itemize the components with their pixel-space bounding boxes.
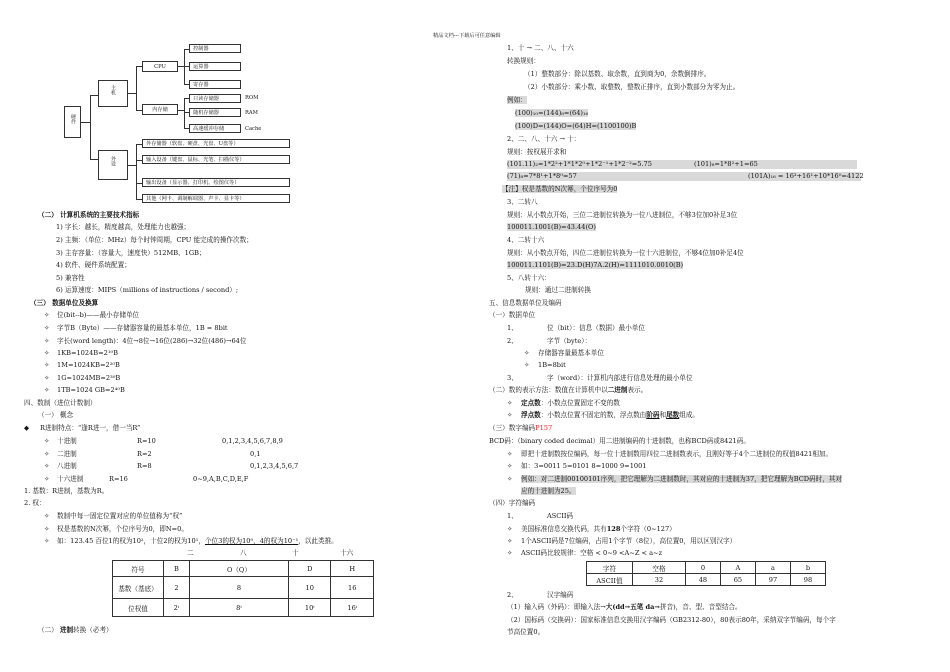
ascii-text: 美国标准信息交换代码，共有128个字符（0~127） [521,525,676,533]
diamond-bullet-icon: ✧ [507,399,513,407]
rule-text: 规则：通过二进制转换 [525,286,591,294]
diagram-cpu-node: CPU [142,61,178,72]
rule-text: 规则：从小数点开始，三位二进制位转换为一位八进制位，不够3位加0补足3位 [507,211,738,219]
diamond-bullet-icon: ✧ [44,437,50,445]
example-text: (101A)₁₆ = 16³+16¹+10*16⁰=4122 [748,172,864,180]
diamond-bullet-icon: ✧ [507,549,513,557]
diamond-bullet-icon: ✧ [507,475,513,483]
base-radix: R=16 [109,475,128,483]
spec-item: 5) 兼容性 [56,274,85,282]
spec-item: 3) 主存容量：（容量大，速度快）512MB、1GB； [56,249,206,257]
diamond-bullet-icon: ✧ [44,361,50,369]
diagram-external-storage: 外存储器（软盘、硬盘、光盘、U盘等） [142,139,290,148]
unit-item: 字节B（Byte）——存储器容量的最基本单位，1B = 8bit [57,324,228,332]
table-head-binary: 二 [187,549,194,557]
table-head-hex: 十六 [340,549,354,557]
subsection-title: （四）字符编码 [489,499,536,507]
diagram-register: 寄存器 [189,80,241,89]
diagram-controller: 控制器 [189,44,241,53]
example-text: (100)₁₀=(144)₈=(64)₁₆ [515,109,589,117]
rule-text: 规则：从小数点开始，四位二进制位转换为一位十六进制位，不够4位加0补足4位 [507,249,744,257]
base-digits: 0,1 [250,450,261,458]
gb-code-text: 节高位置0。 [507,628,545,636]
base-name: 十六进制 [57,475,84,483]
example-text: (101)₈=1*8²+1=65 [694,160,758,168]
base-table [112,560,374,617]
diamond-bullet-icon: ✧ [524,361,530,369]
weight-item: 数制中每一固定位置对应的单位值称为“权” [57,512,183,520]
diagram-cache: 高速缓冲存储 [189,124,241,133]
ascii-table [586,561,826,586]
weight-example: 如：123.45 百位1的权为10²，十位2的权为10¹，个位3的权为10⁰，4的权为10⁻¹，以此类推。 [57,537,338,545]
diagram-peripheral-node: 外设 [98,150,128,180]
diagram-alu: 运算器 [189,62,241,71]
section-numeral-systems-title: 四、数制（进位计数制） [24,399,97,407]
diamond-bullet-icon: ✧ [44,337,50,345]
diagram-cache-tag: Cache [245,126,262,132]
base-name: 十进制 [57,437,77,445]
diamond-bullet-icon: ✧ [44,374,50,382]
diagram-input-devices: 输入设备（键盘、鼠标、光笔、扫描仪等） [142,155,290,164]
bcd-definition: BCD码：（binary coded decimal）用二进制编码的十进制数，也称BCD码或8421码。 [489,437,750,445]
section-title: 五、信息数据单位及编码 [489,299,562,307]
base-radix: R=2 [137,450,152,458]
note-text: 【注】权是基数的N次幂，个位序号为0 [502,185,618,193]
diagram-ram-tag: RAM [245,110,258,116]
example-text: 100011.1001(B)=43.44(O) [507,223,596,231]
subsection-title: （三）数字编码P157 [489,424,553,432]
rule-label: 转换规则： [507,57,540,65]
bcd-text: 如：3=0011 5=0101 8=1000 9=1001 [521,462,647,470]
bcd-example: 例如：对二进制00100101序列，把它理解为二进制数时，其对应的十进制为37，把它理解为BCD码时，其对 [521,475,842,483]
table-head-octal: 八 [240,549,247,557]
diamond-bullet-icon: ✧ [44,386,50,394]
diamond-bullet-icon: ✧ [524,349,530,357]
base-digits: 0,1,2,3,4,5,6,7,8,9 [222,437,283,445]
numbered-item: 1. 基数：R进制，基数为R。 [24,487,109,495]
example-text: (71)₈=7*8¹+1*8⁰=57 [507,172,577,180]
diamond-bullet-icon: ✧ [44,525,50,533]
subsection-title: （一）数据单位 [489,311,536,319]
fixed-point-text: 定点数：小数点位置固定不变的数 [521,399,620,407]
base-name: 二进制 [57,450,77,458]
item-number: 3、 [507,374,518,382]
spec-item: 6) 运算速度：MIPS（millions of instructions / second）; [56,286,239,294]
page-header: 精品文档---下载后可任意编辑 [433,33,501,39]
item-text: 位（bit）：信息（数据）最小单位 [547,324,645,332]
diamond-bullet-icon: ✧ [44,324,50,332]
diamond-bullet-icon: ✧ [507,537,513,545]
heading: 3、二转八 [507,198,538,206]
section-conversion-title: （二） 进制转换（必考） [38,626,113,634]
diagram-output-devices: 输出设备（显示器、打印机、绘图仪等） [142,178,290,187]
diagram-memory-node: 内存储 [142,104,178,115]
example-text: (101.11)₂=1*2²+1*1*2⁰+1*2⁻¹+1*2⁻²=5.75 [507,160,652,168]
diamond-bullet-icon: ✧ [44,349,50,357]
unit-item: 1TB=1024 GB=2⁴⁰B [57,386,125,394]
numbered-item: 2. 权： [24,499,46,507]
item-number: 2、 [507,337,518,345]
floating-point-text: 浮点数：小数点位置不固定的数，浮点数由阶码和尾数组成。 [521,411,700,419]
diagram-other-devices: 其他（网卡、调制解调器、声卡、显卡等） [142,194,290,203]
input-code-text: （1）输入码（外码）：即输入法→大(dd→五笔 da→拼音)，音、型、音型结合。 [507,603,742,611]
table-head-decimal: 十 [292,549,299,557]
table-row: 符号 B O（Q） D H [113,561,374,577]
ascii-text: ASCII码比较规律：空格 < 0~9 <A~Z < a~z [521,549,663,557]
table-row: 字符 空格 0 A a b [587,562,826,574]
example-label: 例如： [507,96,527,104]
item-number: 2、 [507,591,518,599]
table-row: 基数（基底） 2 8 10 16 [113,577,374,599]
example-text: (100)D=(144)O=(64)H=(1100100)B [515,122,637,130]
bcd-example: 应的十进制为25。 [521,487,576,495]
section-tech-specs-title: （二） 计算机系统的主要技术指标 [38,211,140,219]
spec-item: 1) 字长：越长，精度越高，处理能力也越强； [56,223,191,231]
diamond-bullet-icon: ✧ [507,450,513,458]
subsection-title: （二）数的表示方法：数值在计算机中以二进制表示。 [489,386,648,394]
diagram-rom: 只读存储器 [189,94,241,103]
diamond-bullet-icon: ✧ [44,537,50,545]
heading: 1、十 → 二、八、十六 [507,44,574,52]
diamond-bullet-icon: ✧ [44,462,50,470]
item-number: 1、 [507,512,518,520]
diamond-bullet-icon: ✧ [507,462,513,470]
diagram-host-node: 主机 [98,80,128,107]
heading: 2、二、八、十六 → 十： [507,135,581,143]
unit-item: 1M=1024KB=2²⁰B [57,361,120,369]
r-system-intro: R进制特点：“逢R进一，借一当R” [40,424,141,432]
diamond-bullet-icon: ✧ [44,311,50,319]
diagram-ram: 随机存储器 [189,108,241,117]
example-text: 100011.1101(B)=23.D(H)7A.2(H)=1111010.0010(B) [507,261,684,269]
table-row: ASCII值 32 48 65 97 98 [587,574,826,586]
base-radix: R=10 [137,437,156,445]
base-digits: 0~9,A,B,C,D,E,F [193,475,249,483]
heading: 4、二转十六 [507,236,545,244]
rule-text: 规则：按权展开求和 [507,148,567,156]
heading: 5、八转十六： [507,274,551,282]
section-data-units-title: （三） 数据单位及换算 [30,299,99,307]
bcd-text: 即把十进制数按位编码，每一位十进制数用四位二进制数表示，且刚好等于4个二进制位的权值8421相加。 [521,450,833,458]
diamond-bullet-icon: ✧ [44,450,50,458]
base-digits: 0,1,2,3,4,5,6,7 [250,462,299,470]
diamond-bullet-icon: ✧ [44,475,50,483]
item-text: 1B=8bit [538,361,566,369]
base-name: 八进制 [57,462,77,470]
unit-item: 1KB=1024B=2¹⁰B [57,349,118,357]
item-number: 1、 [507,324,518,332]
unit-item: 1G=1024MB=2³⁰B [57,374,121,382]
table-row: 位权值 2ⁱ 8ⁱ 10ⁱ 16ⁱ [113,599,374,617]
rule-text: （2）小数部分：乘小数、取整数，整数正排序，直到小数部分为零为止。 [524,83,740,91]
item-text: ASCII码 [547,512,574,520]
item-text: 字（word）：计算机内部进行信息处理的最小单位 [547,374,693,382]
spec-item: 4) 软件、硬件系统配置； [56,261,131,269]
diamond-bullet-icon: ✧ [44,512,50,520]
rule-text: （1）整数部分：除以基数、取余数，直到商为0，余数倒排序。 [524,70,711,78]
item-text: 汉字编码 [547,591,574,599]
subsection-concept: （一） 概念 [38,411,74,419]
item-text: 字节（byte）： [547,337,592,345]
gb-code-text: （2）国标码（交换码）：国家标准信息交换用汉字编码（GB2312-80），80表示80年，采纳双字节编码，每个字 [507,616,836,624]
unit-item: 位(bit--b)——最小存储单位 [57,311,140,319]
weight-item: 权是基数的N次幂，个位序号为0，即N=0。 [57,525,188,533]
unit-item: 字长(word length)：4位→8位→16位(286)→32位(486)→64位 [57,337,247,345]
spec-item: 2) 主频：（单位：MHz）每个时钟周期，CPU 能完成的操作次数； [56,236,253,244]
solid-diamond-icon: ◆ [24,424,30,432]
diagram-root-node: 硬件 [64,106,81,138]
diamond-bullet-icon: ✧ [507,411,513,419]
diamond-bullet-icon: ✧ [507,525,513,533]
ascii-text: 1个ASCII码是7位编码，占用1个字节（8位），高位置0，用以区别汉字） [521,537,737,545]
base-radix: R=8 [137,462,152,470]
diagram-rom-tag: ROM [245,95,259,101]
item-text: 存储器容量最基本单位 [538,349,604,357]
